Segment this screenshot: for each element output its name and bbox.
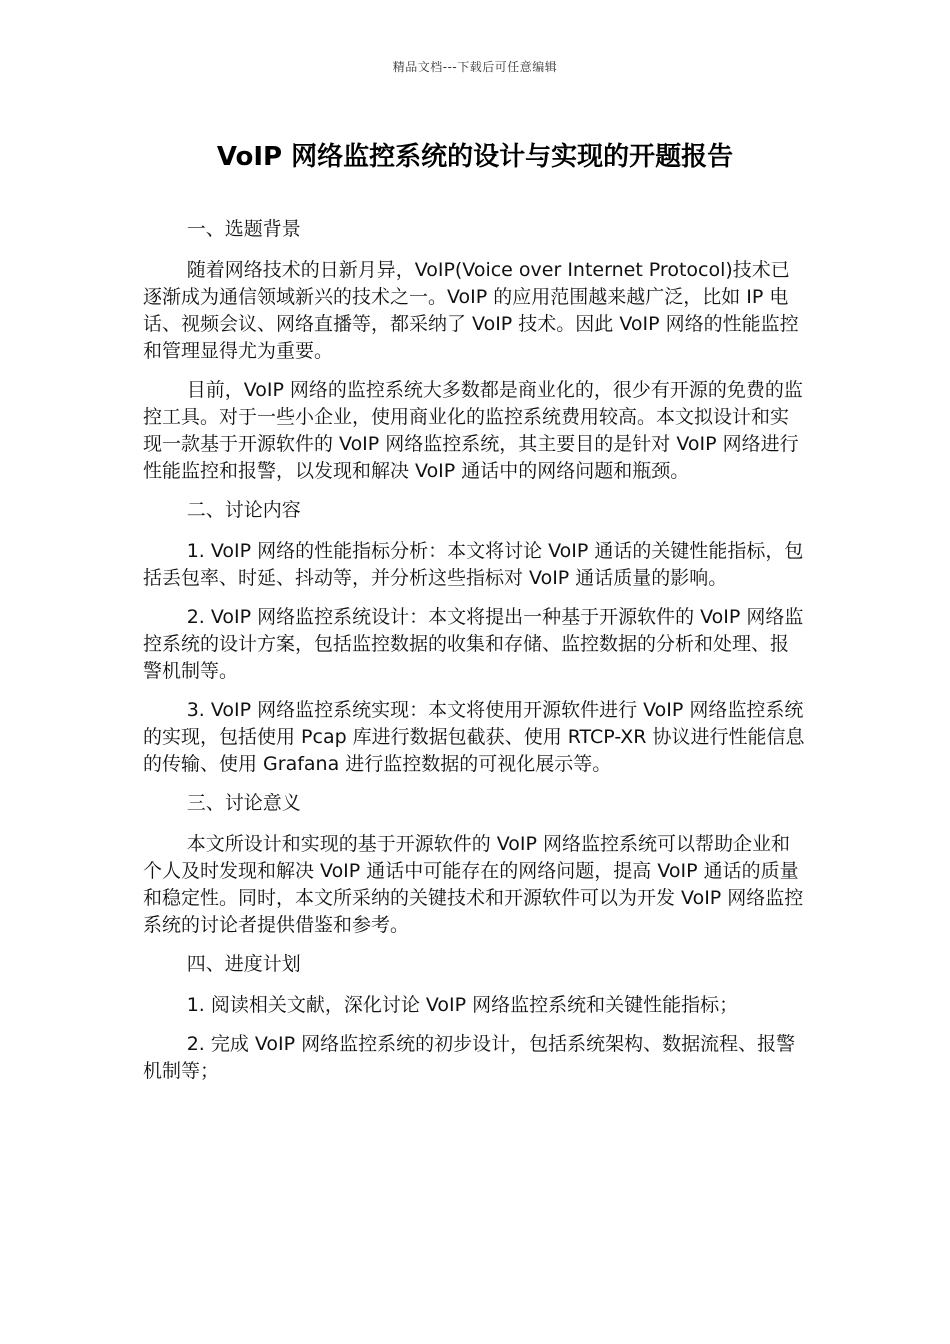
document-title: VoIP 网络监控系统的设计与实现的开题报告 — [216, 142, 734, 172]
section-heading-background: 一、选题背景 — [186, 218, 301, 240]
document-body — [143, 216, 807, 1097]
paragraph-background-1: 随着网络技术的日新月异，VoIP(Voice over Internet Protocol)技术已逐渐成为通信领域新兴的技术之一。VoIP 的应用范围越来越广泛，比如 IP 电话、视频会议、网络直播等，都采纳了 VoIP 技术。因此 VoIP 网络的性能监控和管理显得尤为重要。 — [143, 259, 799, 362]
paragraph-content-1: 1. VoIP 网络的性能指标分析：本文将讨论 VoIP 通话的关键性能指标，包括丢包率、时延、抖动等，并分析这些指标对 VoIP 通话质量的影响。 — [143, 540, 804, 589]
paragraph-background-2: 目前，VoIP 网络的监控系统大多数都是商业化的，很少有开源的免费的监控工具。对于一些小企业，使用商业化的监控系统费用较高。本文拟设计和实现一款基于开源软件的 VoIP 网络监控系统，其主要目的是针对 VoIP 网络进行性能监控和报警，以发现和解决 VoIP 通话中的网络问题和瓶颈。 — [143, 379, 803, 482]
paragraph-schedule-1: 1. 阅读相关文献，深化讨论 VoIP 网络监控系统和关键性能指标； — [186, 994, 739, 1016]
section-heading-significance: 三、讨论意义 — [186, 792, 301, 814]
paragraph-significance: 本文所设计和实现的基于开源软件的 VoIP 网络监控系统可以帮助企业和个人及时发现和解决 VoIP 通话中可能存在的网络问题，提高 VoIP 通话的质量和稳定性。同时，本文所采纳的关键技术和开源软件可以为开发 VoIP 网络监控系统的讨论者提供借鉴和参考。 — [143, 833, 804, 936]
paragraph-content-2: 2. VoIP 网络监控系统设计：本文将提出一种基于开源软件的 VoIP 网络监控系统的设计方案，包括监控数据的收集和存储、监控数据的分析和处理、报警机制等。 — [143, 606, 804, 682]
section-heading-content: 二、讨论内容 — [186, 499, 301, 521]
section-heading-schedule: 四、进度计划 — [186, 953, 301, 975]
page-header-note: 精品文档---下载后可任意编辑 — [392, 60, 558, 74]
paragraph-schedule-2: 2. 完成 VoIP 网络监控系统的初步设计，包括系统架构、数据流程、报警机制等； — [143, 1033, 796, 1082]
paragraph-content-3: 3. VoIP 网络监控系统实现：本文将使用开源软件进行 VoIP 网络监控系统的实现，包括使用 Pcap 库进行数据包截获、使用 RTCP-XR 协议进行性能信息的传输、使用 Grafana 进行监控数据的可视化展示等。 — [143, 699, 805, 775]
